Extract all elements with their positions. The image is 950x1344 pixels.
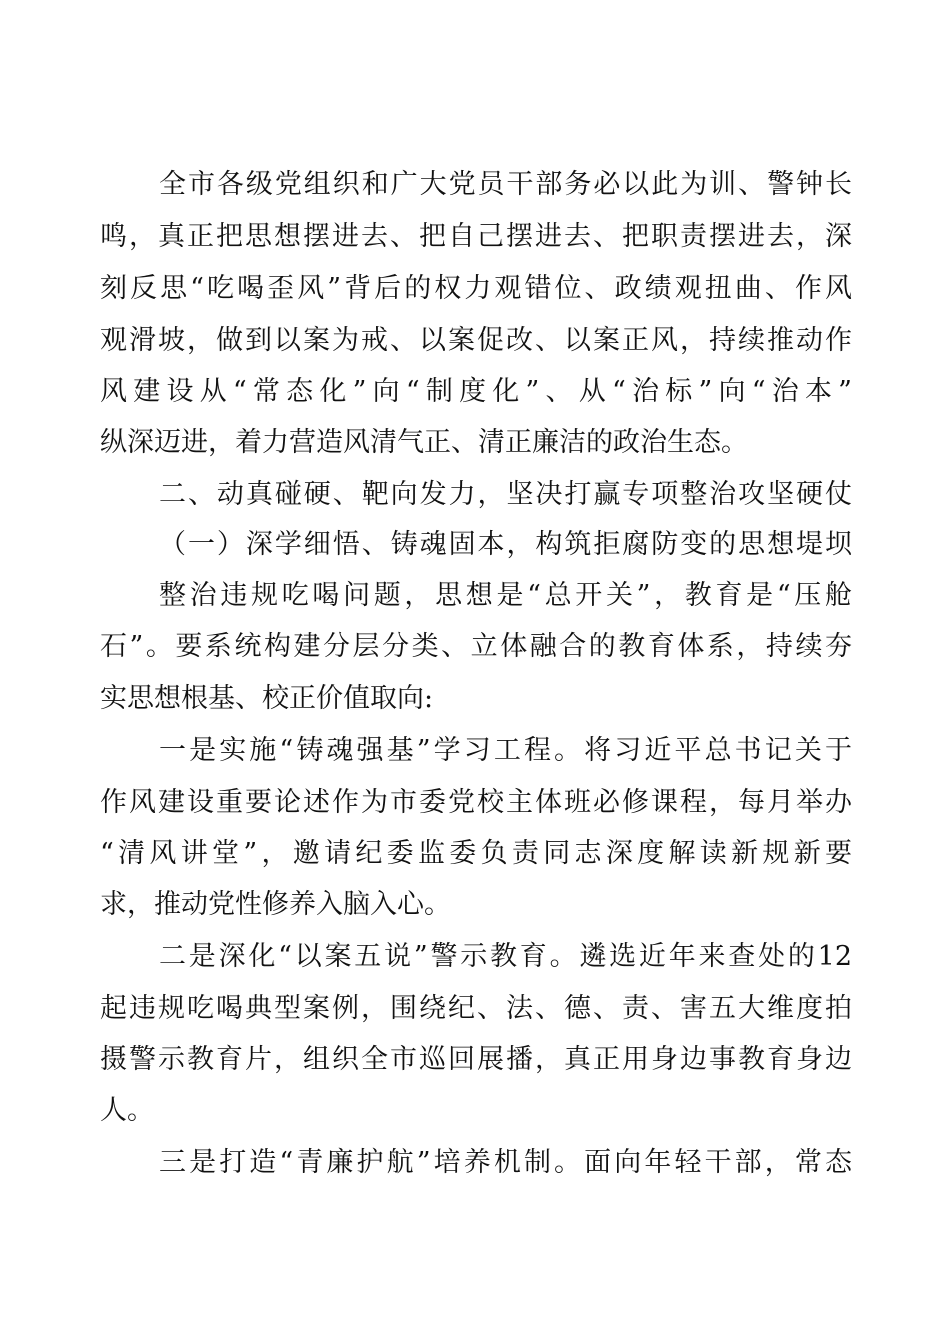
text-line: 风建设从“常态化”向“制度化”、从“治标”向“治本” [100, 376, 852, 407]
text-line: 实思想根基、校正价值取向: [100, 683, 434, 714]
text-line: 人。 [100, 1095, 154, 1126]
text-line: 一是实施“铸魂强基”学习工程。将习近平总书记关于 [159, 735, 852, 766]
text-line: 起违规吃喝典型案例，围绕纪、法、德、责、害五大维度拍 [100, 993, 852, 1024]
text-line: 摄警示教育片，组织全市巡回展播，真正用身边事教育身边 [100, 1044, 852, 1075]
subsection-heading: （一）深学细悟、铸魂固本，构筑拒腐防变的思想堤坝 [159, 529, 852, 560]
section-heading: 二、动真碰硬、靶向发力，坚决打赢专项整治攻坚硬仗 [159, 479, 852, 510]
text-line: 二是深化“以案五说”警示教育。遴选近年来查处的12 [159, 941, 852, 972]
text-line: 刻反思“吃喝歪风”背后的权力观错位、政绩观扭曲、作风 [100, 273, 852, 304]
text-line: 整治违规吃喝问题，思想是“总开关”，教育是“压舱 [159, 580, 852, 611]
text-line: 全市各级党组织和广大党员干部务必以此为训、警钟长 [159, 169, 852, 200]
text-line: 求，推动党性修养入脑入心。 [100, 889, 451, 920]
text-line: 石”。要系统构建分层分类、立体融合的教育体系，持续夯 [100, 631, 852, 662]
text-line: 观滑坡，做到以案为戒、以案促改、以案正风，持续推动作 [100, 325, 852, 356]
text-line: 鸣，真正把思想摆进去、把自己摆进去、把职责摆进去，深 [100, 221, 852, 252]
text-line: 纵深迈进，着力营造风清气正、清正廉洁的政治生态。 [100, 427, 748, 458]
text-line: “清风讲堂”，邀请纪委监委负责同志深度解读新规新要 [100, 838, 852, 869]
text-line: 三是打造“青廉护航”培养机制。面向年轻干部，常态 [159, 1147, 852, 1178]
text-line: 作风建设重要论述作为市委党校主体班必修课程，每月举办 [100, 787, 852, 818]
